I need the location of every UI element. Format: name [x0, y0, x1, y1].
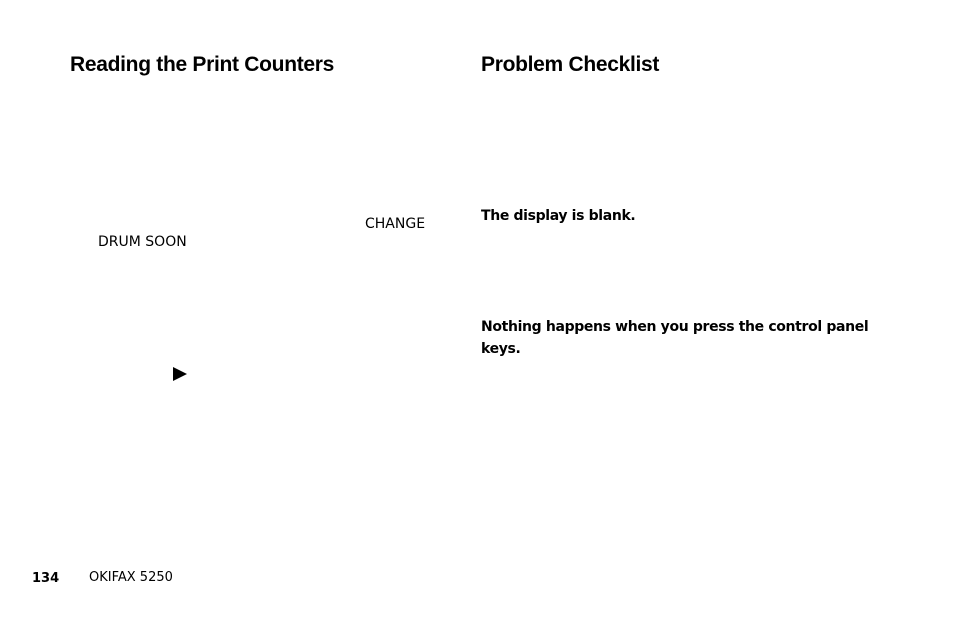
right-arrow-key-icon: [173, 367, 187, 381]
display-message-drum-soon: DRUM SOON: [98, 234, 187, 250]
problem-symptom-keys-unresponsive: Nothing happens when you press the control panel keys.: [481, 319, 869, 357]
product-name: OKIFAX 5250: [89, 570, 173, 585]
problem-checklist-heading: Problem Checklist: [481, 53, 660, 76]
problem-symptom-display-blank: The display is blank.: [481, 208, 636, 224]
display-message-change: CHANGE: [365, 216, 426, 232]
page-number: 134: [32, 571, 60, 586]
reading-print-counters-heading: Reading the Print Counters: [70, 53, 335, 76]
